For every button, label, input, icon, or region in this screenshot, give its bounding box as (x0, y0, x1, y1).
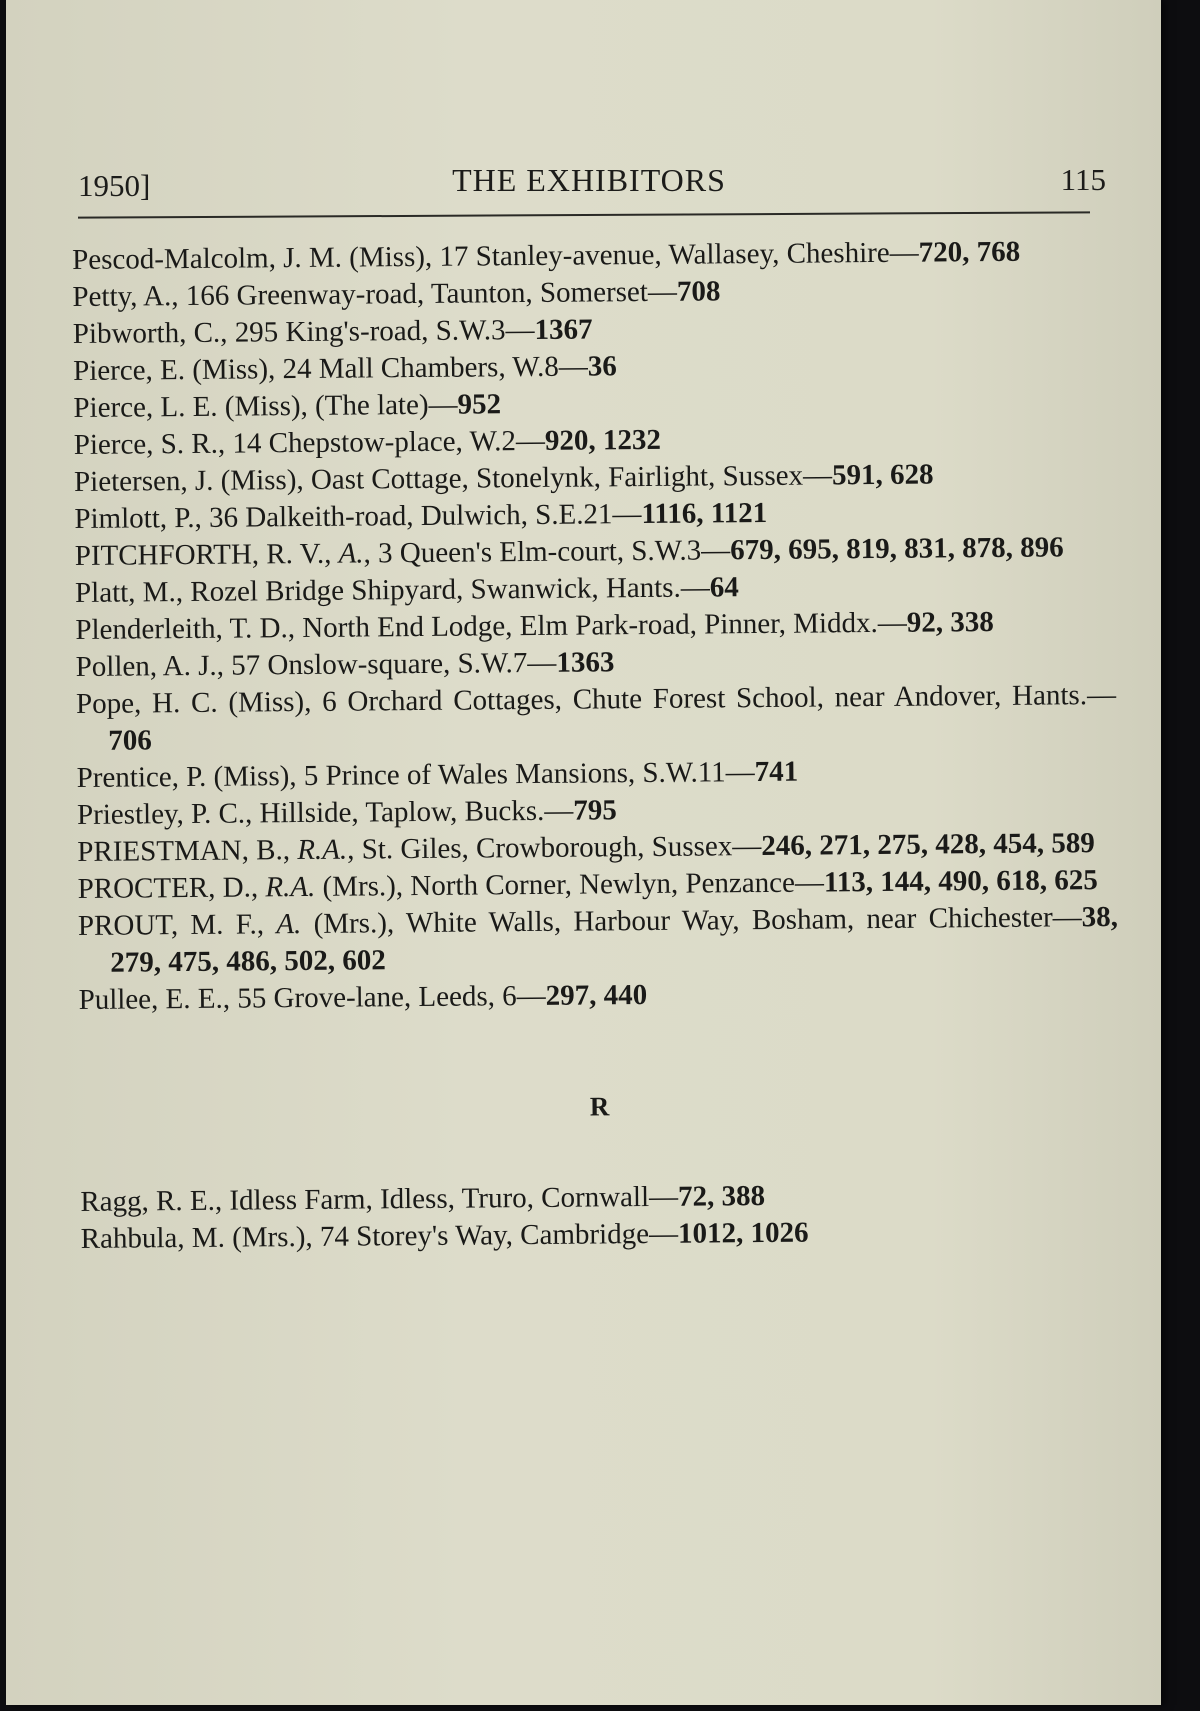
catalogue-numbers: 720, 768 (918, 235, 1021, 269)
exhibitor-name: PROCTER, D., (77, 871, 266, 905)
exhibitor-address: Idless Farm, Idless, Truro, Cornwall— (229, 1180, 679, 1217)
exhibitor-name: PROUT, M. F., (77, 908, 277, 942)
academy-title: R.A. (265, 870, 316, 904)
exhibitor-name: Pierce, S. R., (73, 427, 233, 461)
exhibitor-name: Plenderleith, T. D., (75, 612, 303, 646)
page-number: 115 (1060, 162, 1106, 197)
exhibitor-list (72, 233, 1121, 1258)
exhibitor-address: , St. Giles, Crowborough, Sussex— (347, 830, 762, 866)
book-page (6, 0, 1161, 1705)
exhibitor-name: Pierce, L. E. (Miss), (73, 389, 316, 424)
exhibitor-name: Prentice, P. (Miss), (76, 759, 304, 794)
catalogue-numbers: 64 (709, 571, 739, 604)
exhibitor-name: Pierce, E. (Miss), (72, 353, 283, 387)
exhibitor-entry (78, 973, 1118, 1019)
exhibitor-address: 74 Storey's Way, Cambridge— (319, 1217, 679, 1253)
exhibitor-address: 295 King's-road, S.W.3— (234, 313, 535, 349)
exhibitor-address: 6 Orchard Cottages, Chute Forest School, near Andover, Hants.— (322, 678, 1117, 718)
exhibitor-name: Petty, A., (72, 280, 186, 313)
exhibitor-entry (76, 677, 1117, 760)
exhibitor-name: Pibworth, C., (72, 316, 235, 350)
exhibitor-address: , 3 Queen's Elm-court, S.W.3— (363, 534, 731, 570)
exhibitor-address: (Mrs.), North Corner, Newlyn, Penzance— (315, 866, 825, 903)
exhibitor-address: 55 Grove-lane, Leeds, 6— (237, 979, 546, 1015)
exhibitor-address: 57 Onslow-square, S.W.7— (231, 646, 557, 682)
catalogue-numbers: 1012, 1026 (677, 1216, 809, 1250)
catalogue-numbers: 741 (754, 755, 799, 789)
exhibitor-name: PITCHFORTH, R. V., (74, 537, 339, 572)
academy-title: A. (276, 908, 302, 941)
catalogue-numbers: 113, 144, 490, 618, 625 (823, 864, 1098, 899)
catalogue-numbers: 591, 628 (831, 458, 934, 492)
exhibitor-entry (81, 1212, 1121, 1258)
exhibitor-name: Ragg, R. E., (80, 1184, 230, 1218)
exhibitor-name: Rahbula, M. (Mrs.), (80, 1220, 321, 1255)
catalogue-numbers: 1363 (556, 646, 615, 679)
exhibitor-name: Pescod-Malcolm, J. M. (Miss), (72, 240, 440, 276)
exhibitor-address: Rozel Bridge Shipyard, Swanwick, Hants.— (190, 571, 710, 608)
catalogue-numbers: 92, 338 (906, 605, 994, 639)
exhibitor-address: (Mrs.), White Walls, Harbour Way, Bosham, near Chichester— (301, 901, 1082, 941)
catalogue-numbers: 1116, 1121 (641, 496, 768, 531)
exhibitor-address: Hillside, Taplow, Bucks.— (259, 794, 574, 830)
catalogue-numbers: 952 (457, 388, 502, 421)
exhibitor-address: 17 Stanley-avenue, Wallasey, Cheshire— (439, 236, 919, 273)
catalogue-numbers: 920, 1232 (544, 423, 662, 457)
academy-title: R.A. (297, 833, 348, 867)
catalogue-numbers: 38, 279, 475, 486, 502, 602 (110, 900, 1119, 979)
exhibitor-address: 166 Greenway-road, Taunton, Somerset— (185, 275, 678, 313)
catalogue-numbers: 1367 (534, 313, 593, 346)
catalogue-numbers: 679, 695, 819, 831, 878, 896 (730, 531, 1064, 567)
section-letter-r: R (589, 1091, 610, 1122)
exhibitor-name: Pollen, A. J., (75, 649, 232, 683)
page-header (72, 160, 1106, 203)
header-year: 1950] (78, 168, 151, 203)
exhibitor-address: Oast Cottage, Stonelynk, Fairlight, Sussex— (310, 459, 833, 496)
exhibitor-name: Pimlott, P., (74, 501, 210, 535)
exhibitor-address: 5 Prince of Wales Mansions, S.W.11— (303, 756, 755, 792)
exhibitor-name: Pullee, E. E., (78, 982, 238, 1016)
header-title: THE EXHIBITORS (452, 162, 726, 198)
catalogue-numbers: 72, 388 (677, 1179, 766, 1213)
exhibitor-address: North End Lodge, Elm Park-road, Pinner, Middx.— (302, 606, 907, 645)
exhibitor-name: Pope, H. C. (Miss), (75, 685, 323, 720)
exhibitor-address: 36 Dalkeith-road, Dulwich, S.E.21— (208, 498, 642, 534)
exhibitor-entry (78, 899, 1119, 982)
header-rule (78, 211, 1090, 218)
exhibitor-address: 24 Mall Chambers, W.8— (282, 350, 588, 386)
exhibitor-address: 14 Chepstow-place, W.2— (232, 424, 546, 460)
catalogue-numbers: 795 (573, 794, 617, 827)
exhibitor-address: (The late)— (314, 388, 458, 422)
exhibitor-name: Priestley, P. C., (76, 797, 260, 831)
catalogue-numbers: 706 (108, 724, 152, 757)
exhibitor-name: PRIESTMAN, B., (77, 834, 298, 868)
catalogue-numbers: 297, 440 (545, 979, 648, 1012)
catalogue-numbers: 708 (676, 275, 721, 308)
exhibitors-p-section (72, 233, 1119, 1019)
exhibitor-name: Pietersen, J. (Miss), (73, 463, 312, 498)
catalogue-numbers: 36 (587, 350, 617, 383)
academy-title: A. (338, 537, 364, 570)
catalogue-numbers: 246, 271, 275, 428, 454, 589 (761, 827, 1095, 863)
exhibitors-r-section (80, 1175, 1121, 1258)
exhibitor-name: Platt, M., (74, 575, 191, 609)
